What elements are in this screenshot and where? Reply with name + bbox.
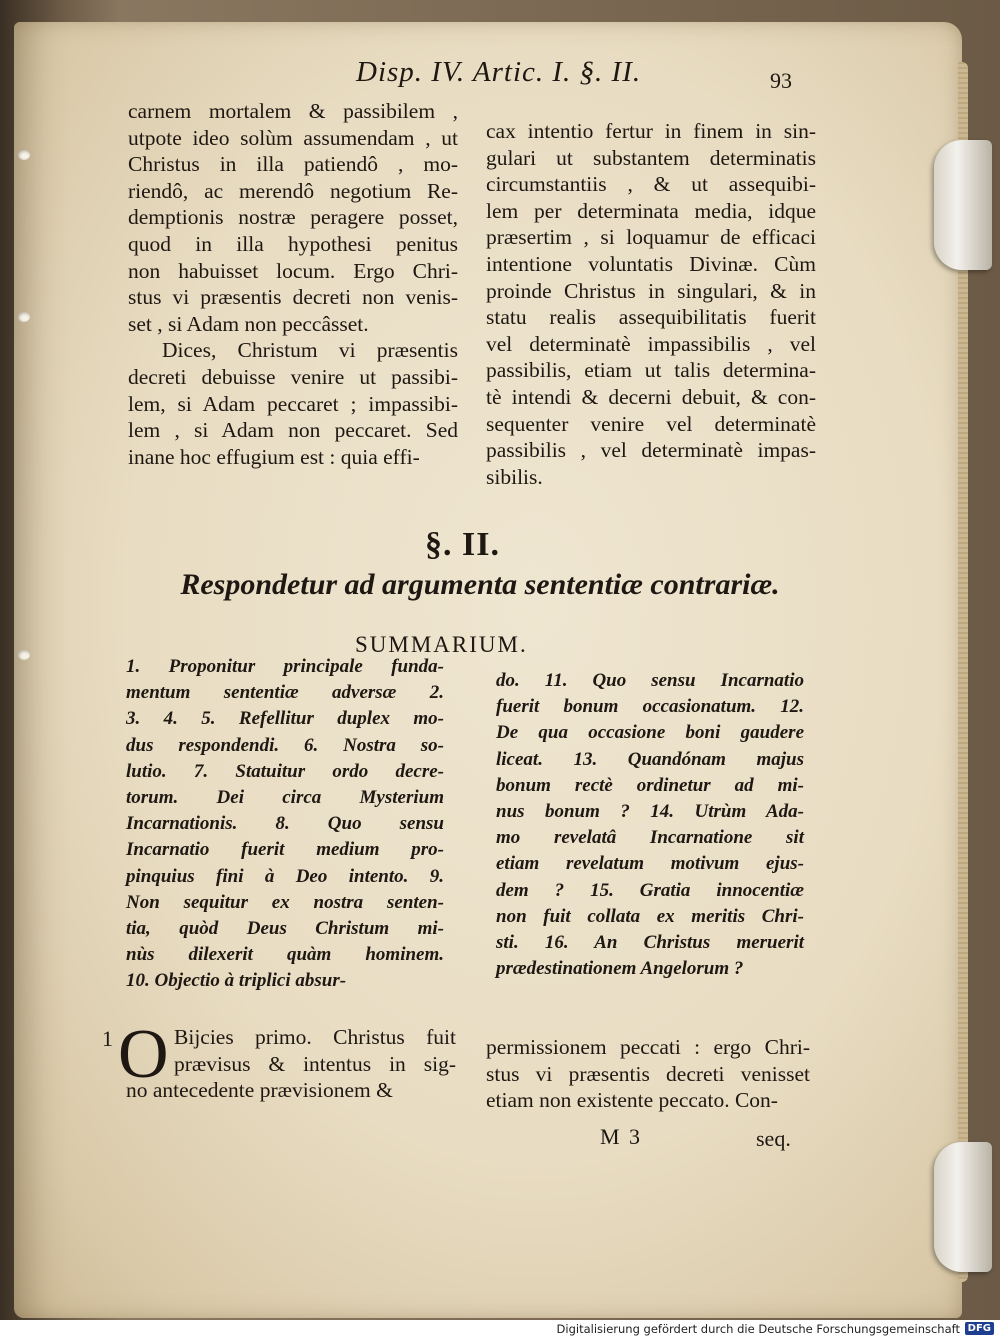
text-line: 3. 4. 5. Refellitur duplex mo- <box>126 708 444 730</box>
text-line: fuerit bonum occasionatum. 12. <box>496 696 804 718</box>
text-line: lutio. 7. Statuitur ordo decre- <box>126 760 444 782</box>
section-number: §. II. <box>425 526 500 563</box>
page-clip-top <box>934 140 992 270</box>
text-line: Incarnatio fuerit medium pro- <box>126 839 444 861</box>
text-line: decreti debuisse venire ut passibi- <box>128 364 458 389</box>
dfg-logo: DFG <box>965 1322 994 1335</box>
text-line: permissionem peccati : ergo Chri- <box>486 1035 810 1059</box>
text-line: demptionis nostræ peragere posset, <box>128 205 458 230</box>
digitization-credit: Digitalisierung gefördert durch die Deutsche Forschungsgemeinschaft <box>556 1322 960 1336</box>
text-line: dem ? 15. Gratia innocentiæ <box>496 879 804 901</box>
text-line: 10. Objectio à triplici absur- <box>126 970 347 992</box>
text-line: quod in illa hypothesi penitus <box>128 231 458 256</box>
signature-mark: M 3 <box>600 1124 643 1149</box>
text-line: carnem mortalem & passibilem , <box>128 99 458 123</box>
text-line: tia, quòd Deus Christum mi- <box>126 918 444 940</box>
text-line: stus vi præsentis decreti venisset <box>486 1061 810 1086</box>
text-line: Incarnationis. 8. Quo sensu <box>126 813 444 835</box>
text-line: etiam revelatum motivum ejus- <box>496 853 804 875</box>
text-line: etiam non existente peccato. Con- <box>486 1088 778 1113</box>
text-line: mo revelatâ Incarnatione sit <box>496 827 804 849</box>
section-title: Respondetur ad argumenta sententiæ contrariæ. <box>180 568 780 601</box>
text-line: Christus in illa patiendô , mo- <box>128 152 458 177</box>
text-line: De qua occasione boni gaudere <box>496 722 804 744</box>
page-number: 93 <box>770 68 792 93</box>
text-line: statu realis assequibilitatis fuerit <box>486 305 816 330</box>
binding-hole <box>18 650 30 660</box>
text-line: nùs dilexerit quàm hominem. <box>126 944 444 966</box>
text-line: riendô, ac merendô negotium Re- <box>128 178 458 203</box>
text-line: inane hoc effugium est : quia effi- <box>128 444 420 469</box>
text-line: liceat. 13. Quandónam majus <box>496 748 804 770</box>
text-line: 1. Proponitur principale funda- <box>126 656 444 677</box>
summary-column-left <box>126 654 444 995</box>
text-line: do. 11. Quo sensu Incarnatio <box>496 670 804 691</box>
text-line: prævisus & intentus in sig- <box>174 1051 456 1076</box>
text-line: non fuit collata ex meritis Chri- <box>496 905 804 927</box>
catchword: seq. <box>756 1126 791 1151</box>
text-line: intentione voluntatis Divinæ. Cùm <box>486 251 816 276</box>
summary-heading: SUMMARIUM. <box>355 632 528 657</box>
text-line: Bijcies primo. Christus fuit <box>174 1025 456 1049</box>
text-column-right-bottom <box>486 1034 810 1114</box>
drop-cap: O <box>118 1016 169 1093</box>
text-line: cax intentio fertur in finem in sin- <box>486 119 816 143</box>
text-line: præsertim , si loquamur de efficaci <box>486 225 816 250</box>
text-line: stus vi præsentis decreti non venis- <box>128 285 458 310</box>
page-clip-bottom <box>934 1142 992 1272</box>
text-line: passibilis, etiam ut talis determina- <box>486 358 816 383</box>
text-line: passibilis , vel determinatè impas- <box>486 438 816 463</box>
text-column-right-top <box>486 118 816 490</box>
text-line: sibilis. <box>486 464 543 489</box>
text-line: lem , si Adam non peccaret. Sed <box>128 418 458 443</box>
text-line: utpote ideo solùm assumendam , ut <box>128 125 458 150</box>
text-line: Dices, Christum vi præsentis <box>162 338 458 363</box>
text-column-left-bottom <box>126 1024 456 1104</box>
summary-column-right <box>496 668 804 982</box>
text-line: bonum rectè ordinetur ad mi- <box>496 774 804 796</box>
text-line: mentum sententiæ adversæ 2. <box>126 682 444 704</box>
text-line: set , si Adam non peccâsset. <box>128 311 369 336</box>
text-line: vel determinatè impassibilis , vel <box>486 331 816 356</box>
text-line: nus bonum ? 14. Utrùm Ada- <box>496 801 804 823</box>
text-line: non habuisset locum. Ergo Chri- <box>128 258 458 283</box>
text-line: sti. 16. An Christus meruerit <box>496 932 804 954</box>
text-line: lem, si Adam peccaret ; impassibi- <box>128 391 458 416</box>
running-head: Disp. IV. Artic. I. §. II. <box>356 56 642 88</box>
text-line: proinde Christus in singulari, & in <box>486 278 816 303</box>
text-column-left-top <box>128 98 458 470</box>
text-line: torum. Dei circa Mysterium <box>126 787 444 809</box>
text-line: circumstantiis , & ut assequibi- <box>486 172 816 197</box>
text-line: pinquius fini à Deo intento. 9. <box>126 865 444 887</box>
binding-hole <box>18 312 30 322</box>
text-line: sequenter venire vel determinatè <box>486 411 816 436</box>
text-line: Non sequitur ex nostra senten- <box>126 891 444 913</box>
text-line: prædestinationem Angelorum ? <box>496 958 744 980</box>
text-line: no antecedente prævisionem & <box>126 1078 393 1103</box>
text-line: lem per determinata media, idque <box>486 198 816 223</box>
text-line: gulari ut substantem determinatis <box>486 145 816 170</box>
binding-hole <box>18 150 30 160</box>
text-line: dus respondendi. 6. Nostra so- <box>126 734 444 756</box>
text-line: tè intendi & decerni debuit, & con- <box>486 384 816 409</box>
margin-number: 1 <box>102 1026 113 1051</box>
